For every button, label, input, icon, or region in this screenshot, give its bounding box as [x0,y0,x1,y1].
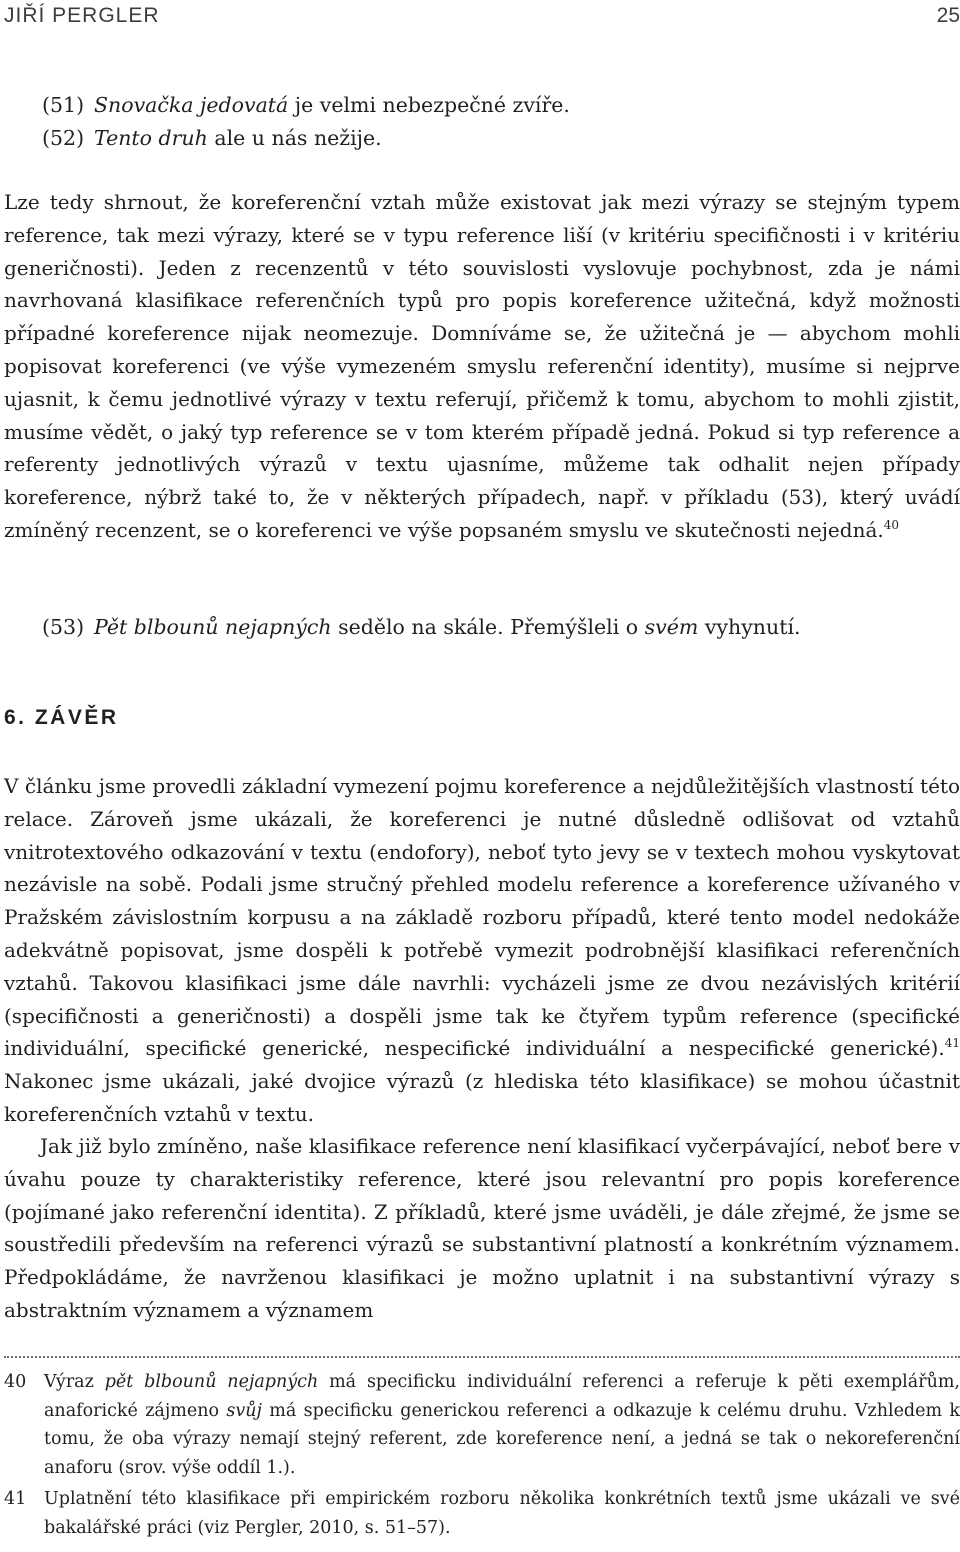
paragraph-text: Nakonec jsme ukázali, jaké dvojice výrazů (z hlediska této klasifikace) se mohou účastnit koreferenčních vztahů v textu. [4,1069,960,1126]
example-text: vyhynutí. [698,615,801,639]
example-italic: Pět blbounů nejapných [94,615,332,639]
footnote-40 [4,1368,960,1482]
footnote-41 [4,1485,960,1542]
paragraph-text: Jak již bylo zmíněno, naše klasifikace reference není klasifikací vyčerpávající, neboť bere v úvahu pouze ty charakteristiky reference, které jsou relevantní pro popis koreference (pojímané jako referenční identita). Z příkladů, které jsme uváděli, je dále zřejmé, že jsme se soustředili především na referenci výrazů se substantivní platností a konkrétním významem. Předpokládáme, že navrženou klasifikaci je možno uplatnit i na substantivní výrazy s abstraktním významem a významem [4,1134,960,1322]
example-number: (51) [42,93,85,117]
paragraph-text: Lze tedy shrnout, že koreferenční vztah může existovat jak mezi výrazy se stejným typem reference, tak mezi výrazy, které se v typu reference liší (v kritériu specifičnosti i v kritériu generičnosti). Jeden z recenzentů v této souvislosti vyslovuje pochybnost, zda je námi navrhovaná klasifikace referenčních typů pro popis koreference užitečná, když možnosti případné koreference nijak neomezuje. Domníváme se, že užitečná je — abychom mohli popisovat koreferenci (ve výše vymezeném smyslu referenční identity), musíme si nejprve ujasnit, k čemu jednotlivé výrazy v textu referují, přičemž k tomu, abychom to mohli zjistit, musíme vědět, o jaký typ reference se v tom kterém případě jedná. Pokud si typ reference a referenty jednotlivých výrazů v textu ujasníme, můžeme tak odhalit nejen případy koreference, nýbrž také to, že v některých případech, např. v příkladu (53), který uvádí zmíněný recenzent, se o koreferenci ve výše popsaném smyslu ve skutečnosti nejedná. [4,190,960,542]
example-number: (52) [42,126,85,150]
example-italic: svém [644,615,699,639]
example-text: sedělo na skále. Přemýšleli o [331,615,645,639]
paragraph-classification-scope [4,1130,960,1327]
running-head [4,4,960,28]
example-text: je velmi nebezpečné zvíře. [288,93,570,117]
footnote-text-part: má specificku generickou referenci a odkazuje k celému druhu. Vzhledem k tomu, že oba výrazy nemají stejný referent, zde koreference není, a jedná se tak o nekoreferenční anaforu (srov. výše oddíl 1.). [44,1400,960,1478]
running-head-author: JIŘÍ PERGLER [4,4,160,27]
footnote-text: Uplatnění této klasifikace při empirickém rozboru několika konkrétních textů jsme ukázali ve své bakalářské práci (viz Pergler, 2010, s. 51–57). [44,1489,960,1538]
example-number: (53) [42,615,85,639]
example-51 [42,89,570,121]
footnote-ref-41[interactable]: 41 [944,1036,960,1051]
footnote-text-part: má specificku individuální referenci a referuje k pěti exemplářům, anaforické zájmeno [44,1372,960,1421]
footnote-text-part: Výraz [44,1372,105,1392]
footnote-rule [4,1356,960,1358]
paragraph-conclusion [4,770,960,1131]
footnote-number: 41 [4,1489,27,1509]
example-52 [42,122,382,154]
example-italic: Tento druh [94,126,208,150]
footnote-italic: pět blbounů nejapných [104,1372,319,1392]
footnote-number: 40 [4,1372,27,1392]
footnote-ref-40[interactable]: 40 [883,517,900,532]
paragraph-coreference-summary [4,186,960,547]
page-number: 25 [936,4,960,27]
example-53 [42,611,801,643]
footnote-italic: svůj [226,1400,262,1421]
example-italic: Snovačka jedovatá [94,93,289,117]
example-text: ale u nás nežije. [207,126,382,150]
footnote-text [44,1368,960,1482]
paragraph-text: V článku jsme provedli základní vymezení pojmu koreference a nejdůležitějších vlastností této relace. Zároveň jsme ukázali, že koreferenci je nutné důsledně odlišovat od vztahů vnitrotextového odkazování v textu (endofory), neboť tyto jevy se v textech mohou vyskytovat nezávisle na sobě. Podali jsme stručný přehled modelu reference a koreference užívaného v Pražském závislostním korpusu a na základě rozboru případů, které tento model nedokáže adekvátně popisovat, jsme dospěli k potřebě vymezit podrobnější klasifikaci referenčních vztahů. Takovou klasifikaci jsme dále navrhli: vycházeli jsme ze dvou nezávislých kritérií (specifičnosti a generičnosti) a dospěli jsme tak ke čtyřem typům reference (specifické individuální, specifické generické, nespecifické individuální a nespecifické generické). [4,774,960,1061]
section-heading: 6. ZÁVĚR [4,706,119,729]
